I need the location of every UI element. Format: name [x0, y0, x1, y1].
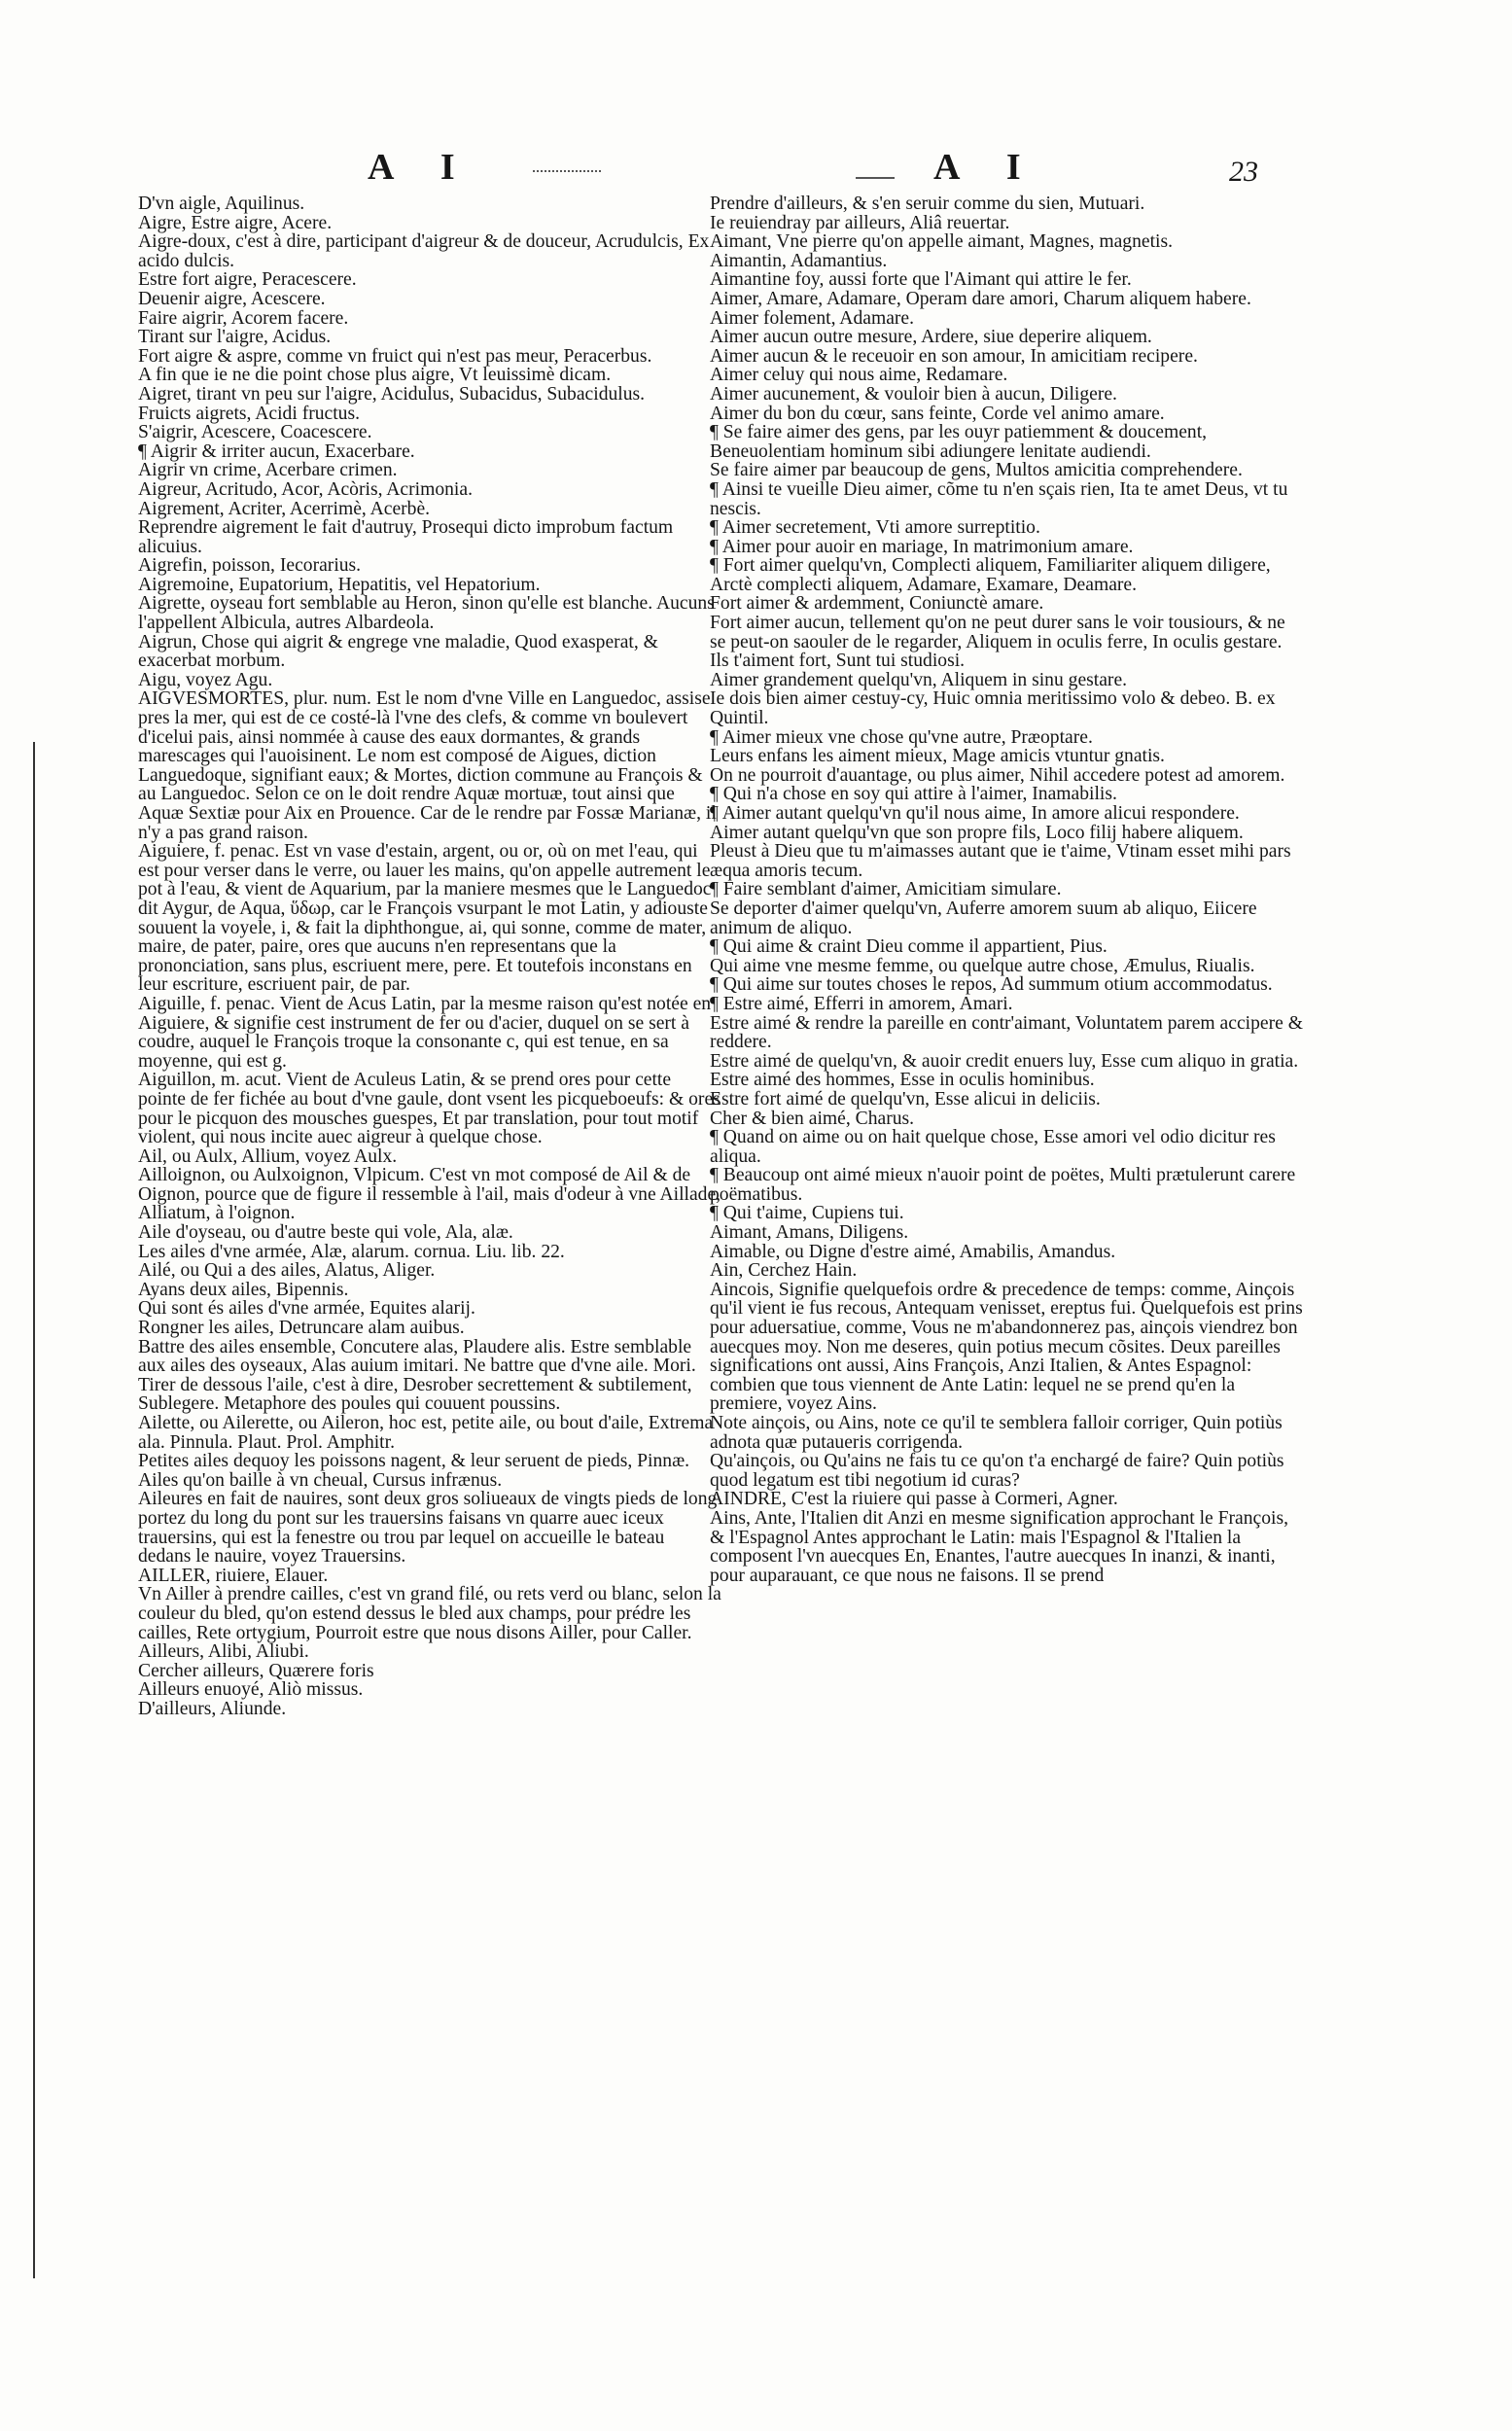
- dictionary-entry: Aiguillon, m. acut. Vient de Aculeus Latin, & se prend ores pour cette pointe de fer fichée au bout d'vne gaule, dont vsent les picqueboeufs: & ores pour le picquon des mousches guespes, Et par translation, pour tout motif violent, qui nous incite auec aigreur à quelque chose.: [138, 1070, 721, 1148]
- dictionary-entry: ¶ Qui t'aime, Cupiens tui.: [710, 1203, 904, 1224]
- dictionary-entry: Aiguiere, f. penac. Est vn vase d'estain, argent, ou or, où on met l'eau, qui est pour verser dans le verre, ou lauer les mains, qu'on appelle autrement le pot à l'eau, & vient de Aquarium, par la maniere mesmes que le Languedoc dit Aygur, de Aqua, ὕδωρ, car le François vsurpant le mot Latin, y adiouste souuent la voyele, i, & fait la diphthongue, ai, qui sonne, comme de mater, maire, de pater, paire, ores que aucuns n'en representans que la prononciation, sans plus, escriuent mere, pere. Et toutefois inconstans en leur escriture, escriuent pair, de par.: [138, 841, 712, 996]
- dictionary-entry: Aimantine foy, aussi forte que l'Aimant qui attire le fer.: [710, 269, 1132, 291]
- dictionary-entry: Aigret, tirant vn peu sur l'aigre, Acidulus, Subacidus, Subacidulus.: [138, 383, 646, 405]
- dictionary-entry: Aimable, ou Digne d'estre aimé, Amabilis, Amandus.: [710, 1241, 1116, 1262]
- dictionary-entry: Se deporter d'aimer quelqu'vn, Auferre amorem suum ab aliquo, Eiicere animum de aliquo.: [710, 898, 1257, 938]
- dictionary-entry: Qui sont és ailes d'vne armée, Equites alarij.: [138, 1298, 475, 1320]
- dictionary-entry: Faire aigrir, Acorem facere.: [138, 307, 349, 329]
- running-head-right: A I: [933, 147, 1040, 188]
- right-column: [710, 194, 1305, 1585]
- dictionary-entry: ¶ Aimer mieux vne chose qu'vne autre, Præoptare.: [710, 726, 1093, 748]
- dictionary-entry: ¶ Qui aime sur toutes choses le repos, Ad summum otium accommodatus.: [710, 974, 1273, 996]
- dictionary-entry: Aile d'oyseau, ou d'autre beste qui vole, Ala, alæ.: [138, 1222, 513, 1244]
- dictionary-entry: Aimer grandement quelqu'vn, Aliquem in sinu gestare.: [710, 669, 1128, 690]
- dictionary-entry: Cher & bien aimé, Charus.: [710, 1108, 915, 1129]
- dictionary-entry: Petites ailes dequoy les poissons nagent, & leur seruent de pieds, Pinnæ.: [138, 1451, 690, 1472]
- dictionary-entry: Aimer, Amare, Adamare, Operam dare amori, Charum aliquem habere.: [710, 288, 1251, 309]
- dictionary-entry: Les ailes d'vne armée, Alæ, alarum. cornua. Liu. lib. 22.: [138, 1241, 565, 1262]
- dictionary-entry: Tirant sur l'aigre, Acidus.: [138, 327, 332, 348]
- dictionary-entry: ¶ Quand on aime ou on hait quelque chose, Esse amori vel odio dicitur res aliqua.: [710, 1127, 1276, 1167]
- dictionary-entry: D'ailleurs, Aliunde.: [138, 1698, 287, 1719]
- dictionary-entry: Ie dois bien aimer cestuy-cy, Huic omnia meritissimo volo & debeo. B. ex Quintil.: [710, 688, 1276, 729]
- dictionary-entry: Ailes qu'on baille à vn cheual, Cursus infrænus.: [138, 1469, 503, 1491]
- dictionary-entry: Estre aimé de quelqu'vn, & auoir credit enuers luy, Esse cum aliquo in gratia.: [710, 1050, 1299, 1072]
- dictionary-entry: Cercher ailleurs, Quærere foris: [138, 1660, 374, 1681]
- dictionary-entry: AILLER, riuiere, Elauer.: [138, 1565, 329, 1586]
- dictionary-entry: D'vn aigle, Aquilinus.: [138, 194, 305, 214]
- running-head-left: A I: [368, 147, 475, 188]
- dictionary-entry: Se faire aimer par beaucoup de gens, Multos amicitia comprehendere.: [710, 460, 1243, 481]
- dictionary-entry: Aigre-doux, c'est à dire, participant d'aigreur & de douceur, Acrudulcis, Ex acido dulcis.: [138, 231, 710, 271]
- dictionary-entry: Qu'ainçois, ou Qu'ains ne fais tu ce qu'on t'a enchargé de faire? Quin potiùs quod legatum est tibi negotium id curas?: [710, 1451, 1284, 1491]
- dictionary-entry: Aileures en fait de nauires, sont deux gros soliueaux de vingts pieds de long portez du long du pont sur les trauersins faisans vn quarre auec iceux trauersins, qui est la fenestre ou trou par lequel on accueille le bateau dedans le nauire, voyez Trauersins.: [138, 1489, 718, 1568]
- dictionary-entry: Aimer du bon du cœur, sans feinte, Corde vel animo amare.: [710, 403, 1165, 424]
- dictionary-entry: ¶ Fort aimer quelqu'vn, Complecti aliquem, Familiariter aliquem diligere, Arctè complecti aliquem, Adamare, Examare, Deamare.: [710, 555, 1271, 595]
- dictionary-entry: ¶ Se faire aimer des gens, par les ouyr patiemment & doucement, Beneuolentiam hominum sibi adiungere lenitate audiendi.: [710, 422, 1208, 462]
- margin-rule: [33, 742, 35, 2278]
- dictionary-entry: Aigreur, Acritudo, Acor, Acòris, Acrimonia.: [138, 478, 473, 500]
- dictionary-entry: Ailleurs, Alibi, Aliubi.: [138, 1641, 309, 1663]
- dictionary-entry: ¶ Aimer secretement, Vti amore surreptitio.: [710, 517, 1040, 539]
- dictionary-entry: ¶ Aigrir & irriter aucun, Exacerbare.: [138, 440, 415, 462]
- dictionary-entry: Aigrement, Acriter, Acerrimè, Acerbè.: [138, 498, 431, 519]
- page-number: 23: [1229, 156, 1258, 188]
- dictionary-entry: Qui aime vne mesme femme, ou quelque autre chose, Æmulus, Riualis.: [710, 955, 1255, 976]
- dictionary-entry: Aigu, voyez Agu.: [138, 669, 273, 690]
- dictionary-entry: Pleust à Dieu que tu m'aimasses autant que ie t'aime, Vtinam esset mihi pars æqua amoris tecum.: [710, 841, 1291, 881]
- dictionary-entry: Ains, Ante, l'Italien dit Anzi en mesme signification approchant le François, & l'Espagnol Antes approchant le Latin: mais l'Espagnol & l'Italien la composent l'vn auecques En, Enantes, l'autre auecques In inanzi, & inanti, pour auparauant, ce que nous ne faisons. Il se prend: [710, 1507, 1289, 1586]
- dictionary-entry: A fin que ie ne die point chose plus aigre, Vt leuissimè dicam.: [138, 365, 612, 386]
- dictionary-entry: Estre fort aigre, Peracescere.: [138, 269, 357, 291]
- dictionary-entry: Tirer de dessous l'aile, c'est à dire, Desrober secrettement & subtilement, Sublegere. Metaphore des poules qui couuent poussins.: [138, 1374, 692, 1415]
- dictionary-entry: Estre aimé & rendre la pareille en contr'aimant, Voluntatem parem accipere & reddere.: [710, 1012, 1303, 1053]
- dictionary-entry: Vn Ailler à prendre cailles, c'est vn grand filé, ou rets verd ou blanc, selon la couleur du bled, qu'on estend dessus le bled aux champs, pour prédre les cailles, Rete ortygium, Pourroit estre que nous disons Ailler, pour Caller.: [138, 1584, 721, 1643]
- dictionary-entry: Estre aimé des hommes, Esse in oculis hominibus.: [710, 1070, 1095, 1091]
- dictionary-entry: Aimer aucun outre mesure, Ardere, siue deperire aliquem.: [710, 327, 1152, 348]
- dictionary-entry: Aimer folement, Adamare.: [710, 307, 915, 329]
- dictionary-entry: Battre des ailes ensemble, Concutere alas, Plaudere alis. Estre semblable aux ailes des oyseaux, Alas auium imitari. Ne battre que d'vne aile. Mori.: [138, 1336, 696, 1377]
- dictionary-entry: Aigrefin, poisson, Iecorarius.: [138, 555, 362, 577]
- dictionary-entry: Aigremoine, Eupatorium, Hepatitis, vel Hepatorium.: [138, 574, 541, 595]
- dictionary-entry: Note ainçois, ou Ains, note ce qu'il te semblera falloir corriger, Quin potiùs adnota quæ putaueris corrigenda.: [710, 1413, 1283, 1453]
- dictionary-entry: Fort aimer aucun, tellement qu'on ne peut durer sans le voir tousiours, & ne se peut-on saouler de le regarder, Aliquem in oculis ferre, In oculis gestare.: [710, 613, 1285, 652]
- dictionary-entry: Reprendre aigrement le fait d'autruy, Prosequi dicto improbum factum alicuius.: [138, 517, 674, 557]
- ornament-rule: [856, 177, 895, 179]
- dictionary-entry: Aimant, Vne pierre qu'on appelle aimant, Magnes, magnetis.: [710, 231, 1174, 253]
- dictionary-entry: Fruicts aigrets, Acidi fructus.: [138, 403, 361, 424]
- dictionary-entry: ¶ Aimer pour auoir en mariage, In matrimonium amare.: [710, 536, 1134, 557]
- dictionary-entry: Deuenir aigre, Acescere.: [138, 288, 326, 309]
- left-column: [138, 194, 721, 1719]
- dictionary-entry: AIGVESMORTES, plur. num. Est le nom d'vne Ville en Languedoc, assise pres la mer, qui est de ce costé-là l'vne des clefs, & comme vn boulevert d'icelui pais, ainsi nommée à cause des eaux dormantes, & grands marescages qui l'auoisinent. Le nom est composé de Aigues, diction Languedoque, signifiant eaux; & Mortes, diction commune au François & au Languedoc. Selon ce on le doit rendre Aquæ mortuæ, tout ainsi que Aquæ Sextiæ pour Aix en Prouence. Car de le rendre par Fossæ Marianæ, il n'y a pas grand raison.: [138, 688, 717, 843]
- dictionary-entry: Aimer autant quelqu'vn que son propre fils, Loco filij habere aliquem.: [710, 822, 1244, 843]
- dictionary-entry: Aincois, Signifie quelquefois ordre & precedence de temps: comme, Ainçois qu'il vient ie fus recous, Antequam venisset, ereptus fui. Quelquefois est prins pour aduersatiue, comme, Vous ne m'abandonnerez pas, ainçois viendrez bon auecques moy. Non me deseres, quin potius mecum cõsites. Deux pareilles significations ont aussi, Ains François, Anzi Italien, & Antes Espagnol: combien que tous viennent de Ante Latin: lequel ne se prend qu'en la premiere, voyez Ains.: [710, 1279, 1303, 1415]
- dictionary-entry: Ail, ou Aulx, Allium, voyez Aulx.: [138, 1145, 398, 1167]
- dictionary-entry: Aiguille, f. penac. Vient de Acus Latin, par la mesme raison qu'est notée en Aiguiere, & signifie cest instrument de fer ou d'acier, duquel on se sert à coudre, auquel le François troque la consonante c, qui est tenue, en sa moyenne, qui est g.: [138, 993, 712, 1072]
- dictionary-entry: Rongner les ailes, Detruncare alam auibus.: [138, 1318, 465, 1339]
- dictionary-entry: ¶ Qui aime & craint Dieu comme il appartient, Pius.: [710, 936, 1108, 958]
- dictionary-entry: Aimer aucunement, & vouloir bien à aucun, Diligere.: [710, 383, 1117, 405]
- dictionary-entry: Aigrette, oyseau fort semblable au Heron, sinon qu'elle est blanche. Aucuns l'appellent Albicula, autres Albardeola.: [138, 593, 715, 634]
- dictionary-entry: Estre fort aimé de quelqu'vn, Esse alicui in deliciis.: [710, 1088, 1101, 1110]
- dictionary-entry: Aigrun, Chose qui aigrit & engrege vne maladie, Quod exasperat, & exacerbat morbum.: [138, 631, 658, 672]
- dictionary-entry: ¶ Beaucoup ont aimé mieux n'auoir point de poëtes, Multi prætulerunt carere poëmatibus.: [710, 1165, 1296, 1205]
- dictionary-entry: Ailloignon, ou Aulxoignon, Vlpicum. C'est vn mot composé de Ail & de Oignon, pource que de figure il ressemble à l'ail, mais d'odeur à vne Aillade, Alliatum, à l'oignon.: [138, 1165, 721, 1224]
- dictionary-entry: Aimer celuy qui nous aime, Redamare.: [710, 365, 1008, 386]
- dictionary-entry: Ie reuiendray par ailleurs, Aliâ reuertar.: [710, 212, 1010, 233]
- dictionary-entry: Aigrir vn crime, Acerbare crimen.: [138, 460, 398, 481]
- dictionary-entry: Ain, Cerchez Hain.: [710, 1260, 858, 1282]
- dictionary-entry: Prendre d'ailleurs, & s'en seruir comme du sien, Mutuari.: [710, 194, 1145, 214]
- dictionary-entry: Fort aimer & ardemment, Coniunctè amare.: [710, 593, 1044, 615]
- dictionary-entry: Ayans deux ailes, Bipennis.: [138, 1279, 349, 1300]
- dictionary-entry: Aigre, Estre aigre, Acere.: [138, 212, 333, 233]
- dictionary-entry: Aimant, Amans, Diligens.: [710, 1222, 909, 1244]
- dictionary-entry: Leurs enfans les aiment mieux, Mage amicis vtuntur gnatis.: [710, 746, 1165, 767]
- dictionary-entry: ¶ Faire semblant d'aimer, Amicitiam simulare.: [710, 879, 1062, 900]
- dictionary-entry: On ne pourroit d'auantage, ou plus aimer, Nihil accedere potest ad amorem.: [710, 764, 1285, 786]
- dictionary-entry: Ailé, ou Qui a des ailes, Alatus, Aliger.: [138, 1260, 436, 1282]
- dictionary-entry: Aimer aucun & le receuoir en son amour, In amicitiam recipere.: [710, 345, 1198, 367]
- dictionary-entry: S'aigrir, Acescere, Coacescere.: [138, 422, 372, 443]
- dictionary-entry: AINDRE, C'est la riuiere qui passe à Cormeri, Agner.: [710, 1489, 1118, 1510]
- ornament-rule: [533, 170, 601, 172]
- dictionary-entry: ¶ Estre aimé, Efferri in amorem, Amari.: [710, 993, 1013, 1014]
- dictionary-entry: Fort aigre & aspre, comme vn fruict qui n'est pas meur, Peracerbus.: [138, 345, 652, 367]
- dictionary-entry: Aimantin, Adamantius.: [710, 250, 888, 271]
- dictionary-entry: Ailette, ou Ailerette, ou Aileron, hoc est, petite aile, ou bout d'aile, Extrema ala. Pinnula. Plaut. Prol. Amphitr.: [138, 1413, 714, 1453]
- dictionary-entry: Ils t'aiment fort, Sunt tui studiosi.: [710, 651, 966, 672]
- dictionary-entry: Ailleurs enuoyé, Aliò missus.: [138, 1679, 364, 1701]
- dictionary-entry: ¶ Ainsi te vueille Dieu aimer, cõme tu n'en sçais rien, Ita te amet Deus, vt tu nescis.: [710, 478, 1288, 519]
- dictionary-entry: ¶ Qui n'a chose en soy qui attire à l'aimer, Inamabilis.: [710, 784, 1117, 805]
- dictionary-entry: ¶ Aimer autant quelqu'vn qu'il nous aime, In amore alicui respondere.: [710, 803, 1240, 824]
